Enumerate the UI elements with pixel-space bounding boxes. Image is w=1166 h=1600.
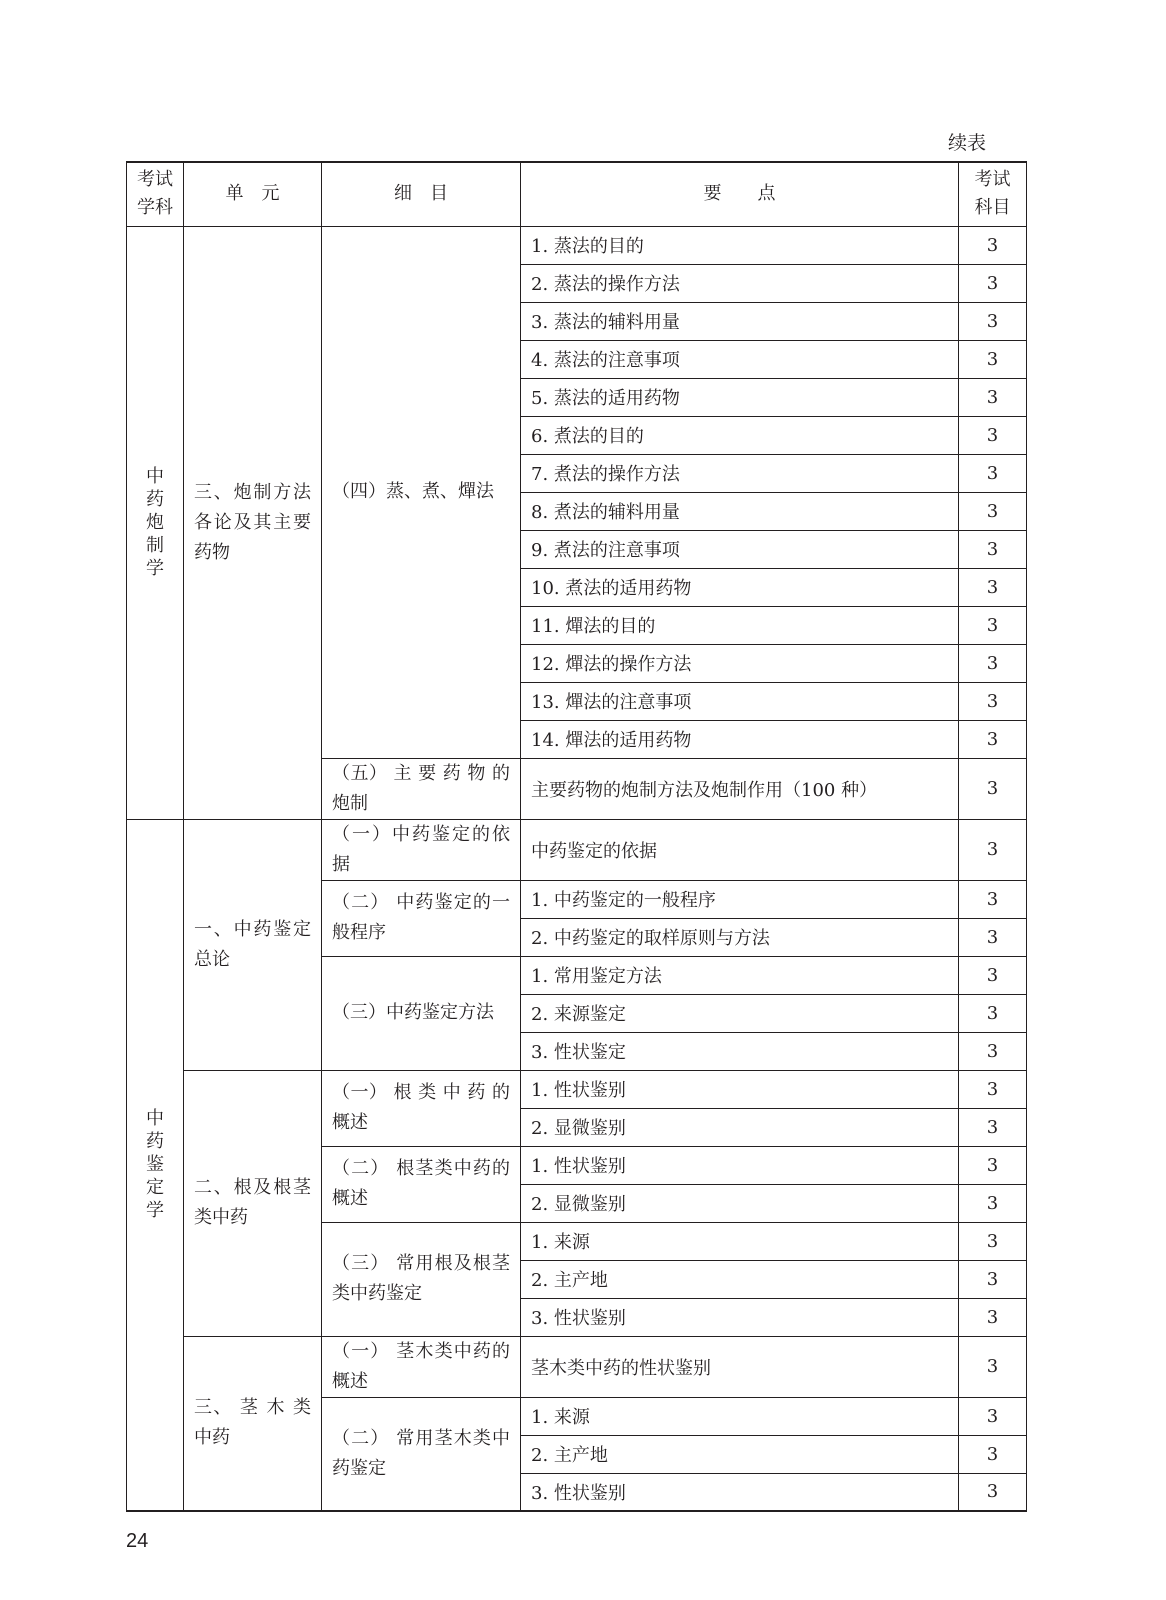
key-point-cell: 10. 煮法的适用药物 <box>521 568 959 606</box>
exam-subject-cell: 3 <box>959 819 1027 880</box>
key-point-cell: 1. 性状鉴别 <box>521 1070 959 1108</box>
key-point-cell: 2. 主产地 <box>521 1435 959 1473</box>
key-point-cell: 茎木类中药的性状鉴别 <box>521 1336 959 1397</box>
exam-subject-cell: 3 <box>959 720 1027 758</box>
subject-label: 中药鉴定学 <box>146 1108 164 1222</box>
key-point-cell: 1. 常用鉴定方法 <box>521 956 959 994</box>
unit-cell: 一、中药鉴定总论 <box>184 819 322 1070</box>
exam-subject-cell: 3 <box>959 1222 1027 1260</box>
exam-subject-cell: 3 <box>959 568 1027 606</box>
key-point-cell: 3. 性状鉴定 <box>521 1032 959 1070</box>
exam-subject-cell: 3 <box>959 918 1027 956</box>
table-body <box>127 226 1027 1511</box>
exam-subject-cell: 3 <box>959 1146 1027 1184</box>
key-point-cell: 2. 蒸法的操作方法 <box>521 264 959 302</box>
subject-cell <box>127 819 184 1511</box>
table-row <box>127 819 1027 880</box>
header-key-points: 要 点 <box>521 162 959 226</box>
header-exam-subject-discipline: 考试学科 <box>127 162 184 226</box>
detail-cell: （一）中药鉴定的依据 <box>322 819 521 880</box>
exam-subject-cell: 3 <box>959 994 1027 1032</box>
page-number: 24 <box>126 1530 149 1552</box>
table-row <box>127 1070 1027 1108</box>
exam-subject-cell: 3 <box>959 1435 1027 1473</box>
exam-subject-cell: 3 <box>959 1473 1027 1511</box>
exam-subject-cell: 3 <box>959 644 1027 682</box>
exam-subject-cell: 3 <box>959 416 1027 454</box>
exam-subject-cell: 3 <box>959 1184 1027 1222</box>
unit-cell: 二、根及根茎类中药 <box>184 1070 322 1336</box>
key-point-cell: 2. 显微鉴别 <box>521 1108 959 1146</box>
key-point-cell: 1. 蒸法的目的 <box>521 226 959 264</box>
table-row <box>127 1336 1027 1397</box>
exam-subject-cell: 3 <box>959 302 1027 340</box>
exam-subject-cell: 3 <box>959 492 1027 530</box>
exam-subject-cell: 3 <box>959 682 1027 720</box>
header-detail: 细 目 <box>322 162 521 226</box>
unit-cell: 三、炮制方法各论及其主要药物 <box>184 226 322 819</box>
exam-subject-cell: 3 <box>959 1070 1027 1108</box>
exam-subject-cell: 3 <box>959 264 1027 302</box>
exam-subject-cell: 3 <box>959 226 1027 264</box>
key-point-cell: 1. 中药鉴定的一般程序 <box>521 880 959 918</box>
key-point-cell: 12. 燀法的操作方法 <box>521 644 959 682</box>
key-point-cell: 7. 煮法的操作方法 <box>521 454 959 492</box>
key-point-cell: 3. 性状鉴别 <box>521 1298 959 1336</box>
detail-cell: （二） 常用茎木类中药鉴定 <box>322 1397 521 1511</box>
key-point-cell: 主要药物的炮制方法及炮制作用（100 种） <box>521 758 959 819</box>
key-point-cell: 2. 主产地 <box>521 1260 959 1298</box>
exam-subject-cell: 3 <box>959 956 1027 994</box>
exam-subject-cell: 3 <box>959 378 1027 416</box>
detail-cell: （四）蒸、煮、燀法 <box>322 226 521 758</box>
detail-cell: （五） 主 要 药 物 的炮制 <box>322 758 521 819</box>
key-point-cell: 1. 来源 <box>521 1397 959 1435</box>
detail-cell: （一） 茎木类中药的概述 <box>322 1336 521 1397</box>
subject-label: 中药炮制学 <box>146 466 164 579</box>
unit-cell: 三、 茎 木 类中药 <box>184 1336 322 1511</box>
exam-subject-cell: 3 <box>959 1397 1027 1435</box>
key-point-cell: 2. 显微鉴别 <box>521 1184 959 1222</box>
detail-cell: （二） 根茎类中药的概述 <box>322 1146 521 1222</box>
exam-subject-cell: 3 <box>959 1032 1027 1070</box>
key-point-cell: 6. 煮法的目的 <box>521 416 959 454</box>
table-header-row <box>127 162 1027 226</box>
exam-subject-cell: 3 <box>959 530 1027 568</box>
key-point-cell: 14. 燀法的适用药物 <box>521 720 959 758</box>
continued-table-label: 续表 <box>948 132 987 154</box>
exam-subject-cell: 3 <box>959 454 1027 492</box>
exam-subject-cell: 3 <box>959 1336 1027 1397</box>
key-point-cell: 2. 来源鉴定 <box>521 994 959 1032</box>
key-point-cell: 中药鉴定的依据 <box>521 819 959 880</box>
exam-subject-cell: 3 <box>959 880 1027 918</box>
exam-subject-cell: 3 <box>959 606 1027 644</box>
key-point-cell: 8. 煮法的辅料用量 <box>521 492 959 530</box>
header-unit: 单 元 <box>184 162 322 226</box>
subject-cell <box>127 226 184 819</box>
exam-subject-cell: 3 <box>959 758 1027 819</box>
detail-cell: （二） 中药鉴定的一般程序 <box>322 880 521 956</box>
syllabus-table <box>126 161 1027 1512</box>
exam-subject-cell: 3 <box>959 1298 1027 1336</box>
exam-subject-cell: 3 <box>959 1260 1027 1298</box>
table-row <box>127 226 1027 264</box>
key-point-cell: 3. 蒸法的辅料用量 <box>521 302 959 340</box>
exam-subject-cell: 3 <box>959 1108 1027 1146</box>
key-point-cell: 11. 燀法的目的 <box>521 606 959 644</box>
key-point-cell: 5. 蒸法的适用药物 <box>521 378 959 416</box>
detail-cell: （三） 常用根及根茎类中药鉴定 <box>322 1222 521 1336</box>
key-point-cell: 4. 蒸法的注意事项 <box>521 340 959 378</box>
key-point-cell: 3. 性状鉴别 <box>521 1473 959 1511</box>
key-point-cell: 1. 性状鉴别 <box>521 1146 959 1184</box>
detail-cell: （三）中药鉴定方法 <box>322 956 521 1070</box>
exam-subject-cell: 3 <box>959 340 1027 378</box>
key-point-cell: 1. 来源 <box>521 1222 959 1260</box>
detail-cell: （一） 根 类 中 药 的概述 <box>322 1070 521 1146</box>
key-point-cell: 13. 燀法的注意事项 <box>521 682 959 720</box>
key-point-cell: 9. 煮法的注意事项 <box>521 530 959 568</box>
header-exam-subject-number: 考试科目 <box>959 162 1027 226</box>
key-point-cell: 2. 中药鉴定的取样原则与方法 <box>521 918 959 956</box>
